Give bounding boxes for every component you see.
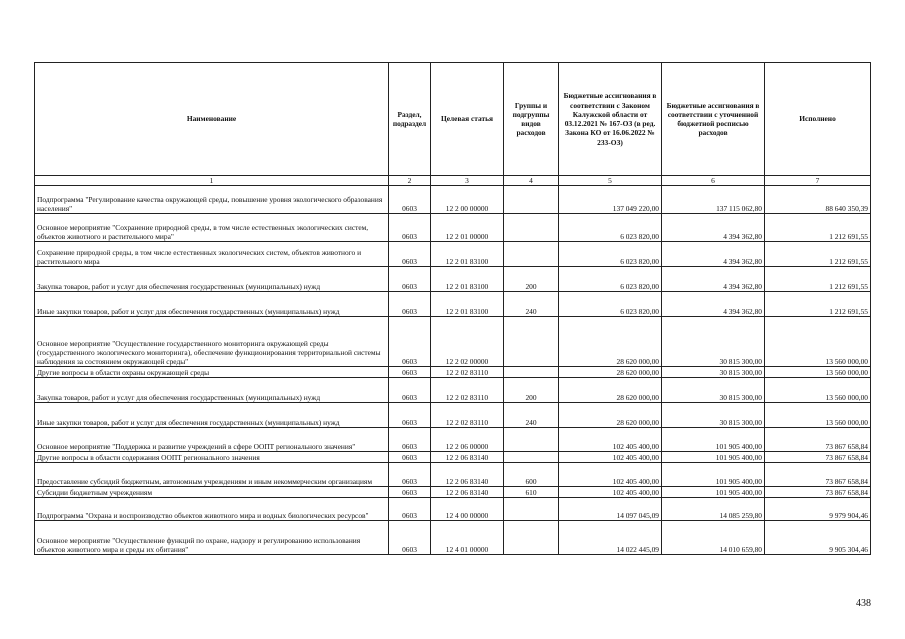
row-executed-amount: 1 212 691,55 [765, 292, 871, 317]
table-body [35, 186, 871, 555]
row-section: 0603 [389, 267, 431, 292]
row-executed-amount: 1 212 691,55 [765, 214, 871, 242]
row-executed-amount: 73 867 658,84 [765, 463, 871, 487]
row-refined-amount: 14 085 259,80 [662, 498, 765, 521]
row-law-amount: 102 405 400,00 [559, 463, 662, 487]
row-section: 0603 [389, 428, 431, 452]
row-executed-amount: 73 867 658,84 [765, 452, 871, 463]
row-section: 0603 [389, 403, 431, 428]
table-row [35, 428, 871, 452]
row-group [504, 186, 559, 214]
table-row [35, 378, 871, 403]
row-name: Субсидии бюджетным учреждениям [35, 487, 389, 498]
row-name: Подпрограмма "Регулирование качества окружающей среды, повышение уровня экологического образования населения" [35, 186, 389, 214]
row-name: Подпрограмма "Охрана и воспроизводство объектов животного мира и водных биологических ресурсов" [35, 498, 389, 521]
row-refined-amount: 101 905 400,00 [662, 452, 765, 463]
row-executed-amount: 13 560 000,00 [765, 403, 871, 428]
row-target: 12 2 01 83100 [431, 292, 504, 317]
header-section: Раздел, подраздел [389, 63, 431, 176]
row-group [504, 317, 559, 367]
row-refined-amount: 30 815 300,00 [662, 378, 765, 403]
row-target: 12 2 01 83100 [431, 267, 504, 292]
row-executed-amount: 13 560 000,00 [765, 367, 871, 378]
row-law-amount: 6 023 820,00 [559, 267, 662, 292]
row-name: Основное мероприятие "Поддержка и развитие учреждений в сфере ООПТ регионального значения" [35, 428, 389, 452]
row-group: 610 [504, 487, 559, 498]
row-executed-amount: 88 640 350,39 [765, 186, 871, 214]
table-row [35, 242, 871, 267]
row-section: 0603 [389, 521, 431, 555]
row-executed-amount: 9 979 904,46 [765, 498, 871, 521]
row-target: 12 2 00 00000 [431, 186, 504, 214]
row-target: 12 2 02 83110 [431, 403, 504, 428]
header-target: Целевая статья [431, 63, 504, 176]
row-target: 12 2 02 83110 [431, 378, 504, 403]
row-target: 12 2 06 83140 [431, 452, 504, 463]
row-group [504, 214, 559, 242]
table-row [35, 463, 871, 487]
row-refined-amount: 4 394 362,80 [662, 242, 765, 267]
row-name: Иные закупки товаров, работ и услуг для обеспечения государственных (муниципальных) нужд [35, 292, 389, 317]
row-section: 0603 [389, 186, 431, 214]
row-refined-amount: 101 905 400,00 [662, 487, 765, 498]
row-group: 200 [504, 378, 559, 403]
row-refined-amount: 4 394 362,80 [662, 292, 765, 317]
row-name: Другие вопросы в области содержания ООПТ регионального значения [35, 452, 389, 463]
row-group [504, 428, 559, 452]
row-executed-amount: 9 905 304,46 [765, 521, 871, 555]
row-law-amount: 6 023 820,00 [559, 242, 662, 267]
column-number: 3 [431, 176, 504, 186]
row-section: 0603 [389, 214, 431, 242]
row-target: 12 2 06 83140 [431, 463, 504, 487]
row-executed-amount: 13 560 000,00 [765, 378, 871, 403]
row-section: 0603 [389, 317, 431, 367]
row-section: 0603 [389, 463, 431, 487]
row-refined-amount: 30 815 300,00 [662, 367, 765, 378]
row-group: 200 [504, 267, 559, 292]
row-refined-amount: 137 115 062,80 [662, 186, 765, 214]
row-target: 12 2 02 00000 [431, 317, 504, 367]
row-section: 0603 [389, 452, 431, 463]
header-law: Бюджетные ассигнования в соответствии с Законом Калужской области от 03.12.2021 № 167-ОЗ (в ред. Закона КО от 16.06.2022 № 233-ОЗ) [559, 63, 662, 176]
row-law-amount: 102 405 400,00 [559, 452, 662, 463]
budget-execution-table [34, 62, 871, 555]
row-law-amount: 14 022 445,09 [559, 521, 662, 555]
column-number: 6 [662, 176, 765, 186]
row-section: 0603 [389, 242, 431, 267]
row-name: Закупка товаров, работ и услуг для обеспечения государственных (муниципальных) нужд [35, 267, 389, 292]
row-section: 0603 [389, 498, 431, 521]
row-group [504, 242, 559, 267]
row-section: 0603 [389, 367, 431, 378]
row-law-amount: 28 620 000,00 [559, 367, 662, 378]
header-name: Наименование [35, 63, 389, 176]
row-name: Основное мероприятие "Осуществление функций по охране, надзору и регулированию использования объектов животного мира и среды их обитания" [35, 521, 389, 555]
row-law-amount: 102 405 400,00 [559, 428, 662, 452]
table-row [35, 317, 871, 367]
table-row [35, 367, 871, 378]
row-group: 240 [504, 292, 559, 317]
table-row [35, 498, 871, 521]
column-number-row [35, 176, 871, 186]
row-target: 12 2 01 83100 [431, 242, 504, 267]
row-executed-amount: 73 867 658,84 [765, 487, 871, 498]
row-law-amount: 137 049 220,00 [559, 186, 662, 214]
row-refined-amount: 4 394 362,80 [662, 214, 765, 242]
row-group [504, 521, 559, 555]
row-name: Основное мероприятие "Сохранение природной среды, в том числе естественных экологических систем, объектов животного и растительного мира" [35, 214, 389, 242]
table-row [35, 403, 871, 428]
row-executed-amount: 1 212 691,55 [765, 267, 871, 292]
row-refined-amount: 4 394 362,80 [662, 267, 765, 292]
row-law-amount: 14 097 045,09 [559, 498, 662, 521]
row-name: Предоставление субсидий бюджетным, автономным учреждениям и иным некоммерческим организациям [35, 463, 389, 487]
page-number: 438 [856, 598, 871, 609]
row-group [504, 452, 559, 463]
row-executed-amount: 1 212 691,55 [765, 242, 871, 267]
row-section: 0603 [389, 292, 431, 317]
column-number: 2 [389, 176, 431, 186]
row-law-amount: 28 620 000,00 [559, 378, 662, 403]
row-section: 0603 [389, 487, 431, 498]
row-law-amount: 28 620 000,00 [559, 403, 662, 428]
row-refined-amount: 14 010 659,80 [662, 521, 765, 555]
column-number: 1 [35, 176, 389, 186]
row-refined-amount: 30 815 300,00 [662, 403, 765, 428]
row-executed-amount: 13 560 000,00 [765, 317, 871, 367]
row-target: 12 4 01 00000 [431, 521, 504, 555]
row-name: Закупка товаров, работ и услуг для обеспечения государственных (муниципальных) нужд [35, 378, 389, 403]
column-number: 4 [504, 176, 559, 186]
row-target: 12 4 00 00000 [431, 498, 504, 521]
row-target: 12 2 06 00000 [431, 428, 504, 452]
row-name: Сохранение природной среды, в том числе естественных экологических систем, объектов животного и растительного мира [35, 242, 389, 267]
table-row [35, 186, 871, 214]
header-refined: Бюджетные ассигнования в соответствии с уточненной бюджетной росписью расходов [662, 63, 765, 176]
header-groups: Группы и подгруппы видов расходов [504, 63, 559, 176]
header-row [35, 63, 871, 176]
row-refined-amount: 30 815 300,00 [662, 317, 765, 367]
row-refined-amount: 101 905 400,00 [662, 428, 765, 452]
table-row [35, 214, 871, 242]
row-target: 12 2 01 00000 [431, 214, 504, 242]
row-name: Иные закупки товаров, работ и услуг для обеспечения государственных (муниципальных) нужд [35, 403, 389, 428]
row-law-amount: 102 405 400,00 [559, 487, 662, 498]
row-name: Другие вопросы в области охраны окружающей среды [35, 367, 389, 378]
column-number: 5 [559, 176, 662, 186]
row-section: 0603 [389, 378, 431, 403]
row-refined-amount: 101 905 400,00 [662, 463, 765, 487]
row-law-amount: 6 023 820,00 [559, 214, 662, 242]
table-row [35, 487, 871, 498]
row-group: 600 [504, 463, 559, 487]
row-group [504, 498, 559, 521]
row-group: 240 [504, 403, 559, 428]
header-executed: Исполнено [765, 63, 871, 176]
row-target: 12 2 02 83110 [431, 367, 504, 378]
table-row [35, 292, 871, 317]
column-number: 7 [765, 176, 871, 186]
row-name: Основное мероприятие "Осуществление государственного мониторинга окружающей среды (государственного экологического мониторинга), обеспечение функционирования территориальной системы наблюдения за состоянием окружающей среды" [35, 317, 389, 367]
table-row [35, 521, 871, 555]
row-law-amount: 28 620 000,00 [559, 317, 662, 367]
row-executed-amount: 73 867 658,84 [765, 428, 871, 452]
row-group [504, 367, 559, 378]
row-law-amount: 6 023 820,00 [559, 292, 662, 317]
row-target: 12 2 06 83140 [431, 487, 504, 498]
table-row [35, 267, 871, 292]
table-row [35, 452, 871, 463]
